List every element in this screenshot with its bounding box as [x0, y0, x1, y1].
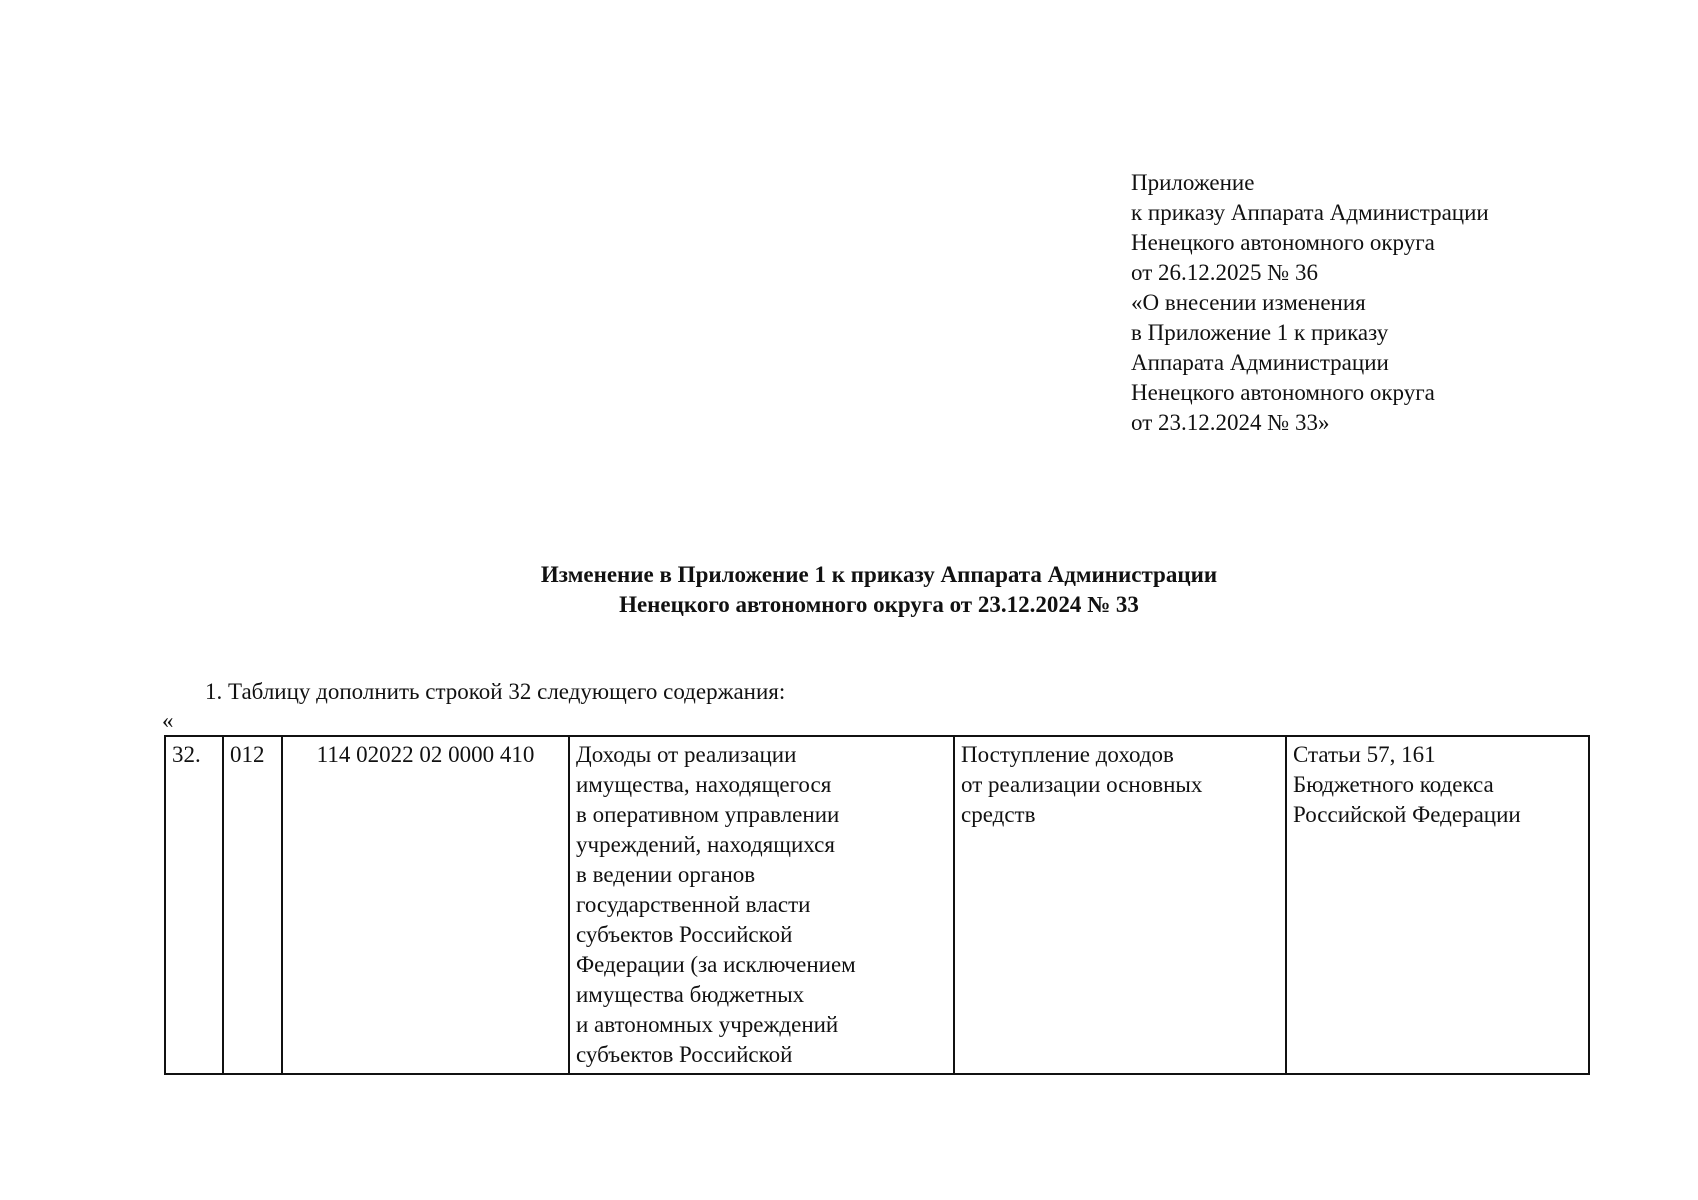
text-line: Российской Федерации	[1293, 802, 1521, 827]
table-row	[165, 736, 1589, 1074]
title-line-1: Изменение в Приложение 1 к приказу Аппарата Администрации	[540, 562, 1218, 587]
row-number: 32.	[165, 736, 223, 1074]
text-line: средств	[961, 802, 1036, 827]
title-line-2: Ненецкого автономного округа от 23.12.2024 № 33	[619, 592, 1139, 617]
appendix-header	[1131, 168, 1489, 438]
header-line: Аппарата Администрации	[1131, 350, 1389, 375]
text-line: субъектов Российской	[576, 1042, 793, 1067]
text-line: Статьи 57, 161	[1293, 742, 1436, 767]
header-line: к приказу Аппарата Администрации	[1131, 200, 1489, 225]
kbk-code: 114 02022 02 0000 410	[282, 736, 569, 1074]
text-line: государственной власти	[576, 892, 811, 917]
header-line: в Приложение 1 к приказу	[1131, 320, 1389, 345]
legal-basis	[1286, 736, 1589, 1074]
header-line: от 26.12.2025 № 36	[1131, 260, 1318, 285]
open-quote: «	[162, 708, 174, 733]
text-line: в оперативном управлении	[576, 802, 840, 827]
header-line: Приложение	[1131, 170, 1255, 195]
header-line: Ненецкого автономного округа	[1131, 230, 1435, 255]
text-line: учреждений, находящихся	[576, 832, 835, 857]
text-line: в ведении органов	[576, 862, 756, 887]
income-description	[954, 736, 1286, 1074]
text-line: и автономных учреждений	[576, 1012, 839, 1037]
paragraph: 1. Таблицу дополнить строкой 32 следующего содержания:	[205, 679, 786, 704]
header-line: Ненецкого автономного округа	[1131, 380, 1435, 405]
text-line: имущества бюджетных	[576, 982, 805, 1007]
text-line: Доходы от реализации	[576, 742, 797, 767]
text-line: Бюджетного кодекса	[1293, 772, 1494, 797]
text-line: от реализации основных	[961, 772, 1203, 797]
text-line: имущества, находящегося	[576, 772, 832, 797]
income-name	[569, 736, 954, 1074]
text-line: субъектов Российской	[576, 922, 793, 947]
document-title	[0, 560, 1698, 620]
header-line: «О внесении изменения	[1131, 290, 1366, 315]
amendment-table	[164, 735, 1590, 1075]
header-line: от 23.12.2024 № 33»	[1131, 410, 1330, 435]
text-line: Поступление доходов	[961, 742, 1174, 767]
admin-code: 012	[223, 736, 282, 1074]
text-line: Федерации (за исключением	[576, 952, 856, 977]
